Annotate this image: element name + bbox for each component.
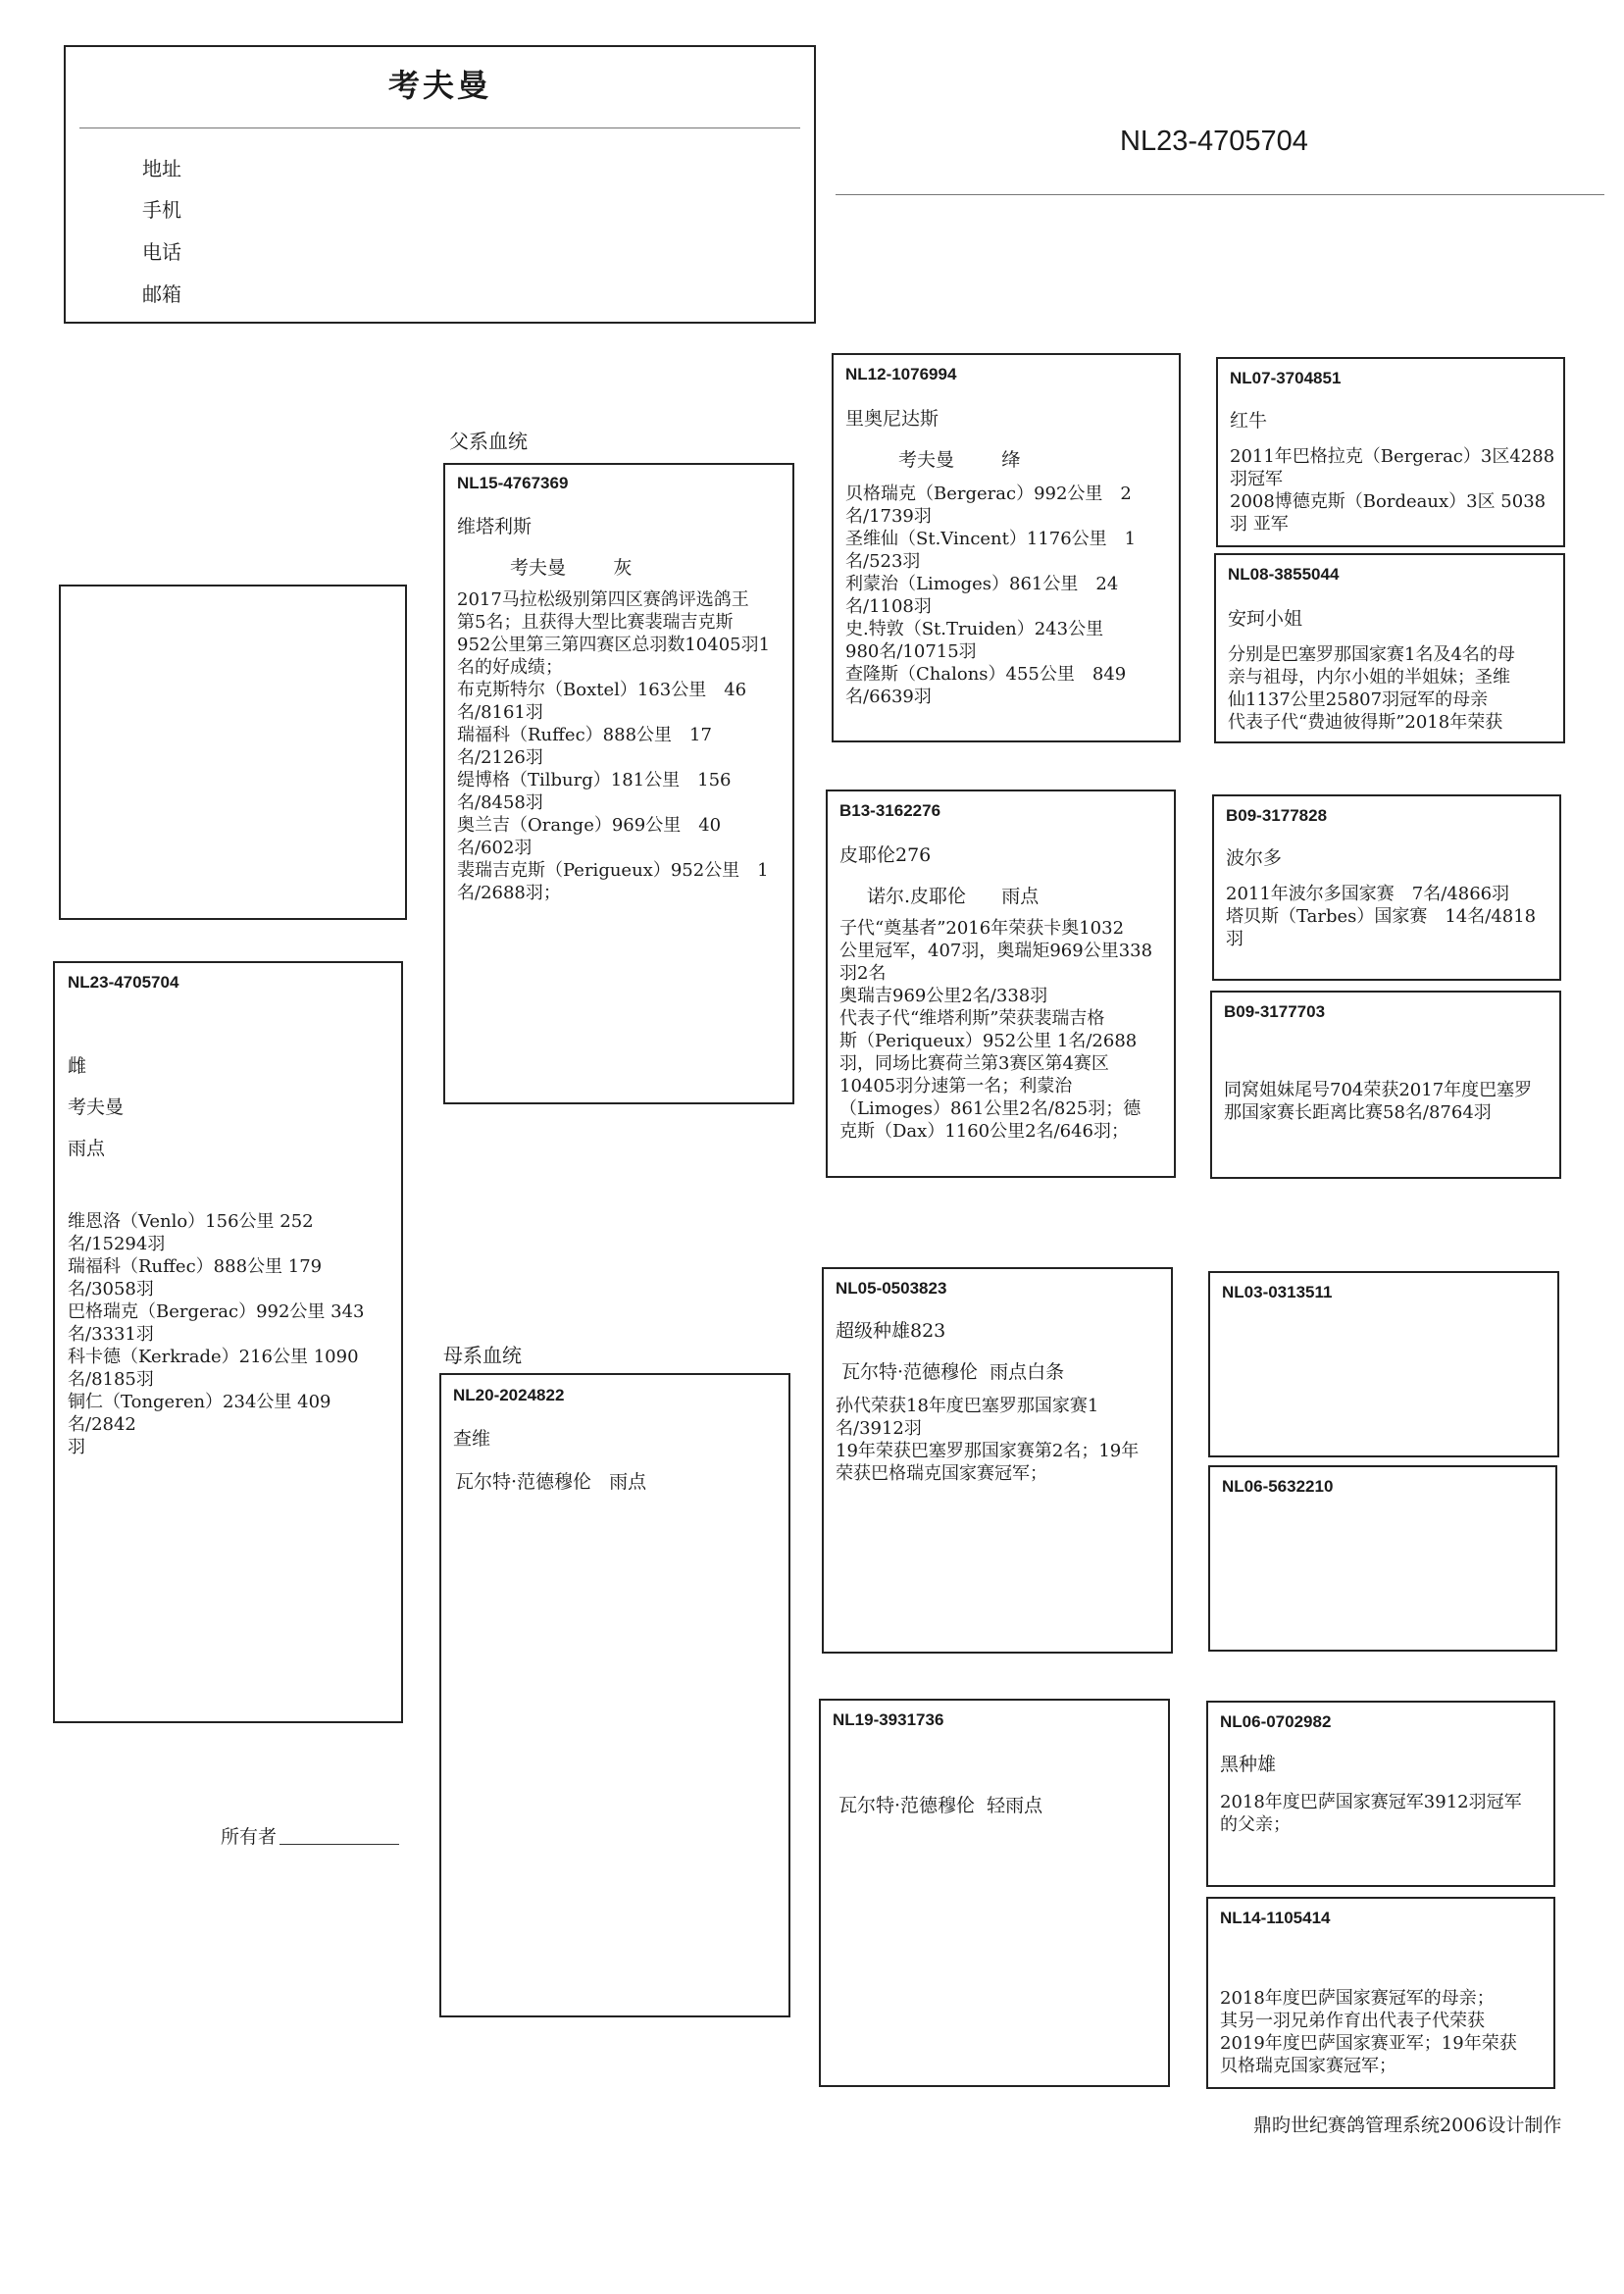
paternal-grandmother-breeder-color: 诺尔.皮耶伦 雨点 [867,886,1040,907]
maternal-grandfather-results: 孙代荣获18年度巴塞罗那国家赛1 名/3912羽 19年荣获巴塞罗那国家赛第2名；19年 荣获巴格瑞克国家赛冠军； [836,1396,1140,1484]
father-box [443,463,794,1104]
paternal-grandfather-ring: NL12-1076994 [845,365,957,383]
maternal-grandfather-name: 超级种雄823 [836,1320,946,1342]
paternal-grandfather-results: 贝格瑞克（Bergerac）992公里 2 名/1739羽 圣维仙（St.Vincent）1176公里 1 名/523羽 利蒙治（Limoges）861公里 24 名/1108羽 史.特敦（St.Truiden）243公里 980名/10715羽 查隆斯（Chalons）455公里 849 名/6639羽 [845,484,1137,707]
header-box [64,45,816,324]
ggp-ring-3: B09-3177828 [1226,806,1328,825]
paternal-grandfather-box [832,353,1181,742]
photo-box [59,585,407,920]
maternal-grandfather-ring: NL05-0503823 [836,1279,947,1298]
subject-color: 雨点 [68,1138,106,1159]
father-ring: NL15-4767369 [457,474,569,492]
paternal-grandfather-breeder-color: 考夫曼 绛 [898,449,1021,471]
subject-ring: NL23-4705704 [68,973,179,992]
subject-results: 维恩洛（Venlo）156公里 252 名/15294羽 瑞福科（Ruffec）888公里 179 名/3058羽 巴格瑞克（Bergerac）992公里 343 名/3331羽 科卡德（Kerkrade）216公里 1090 名/8185羽 铜仁（Tongeren）234公里 409名/2842 羽 [68,1211,365,1457]
mother-ring: NL20-2024822 [453,1386,565,1404]
ring-underline [836,194,1604,195]
paternal-grandmother-ring: B13-3162276 [839,801,941,820]
ggp-ring-4: B09-3177703 [1224,1002,1326,1021]
ggp-box-5 [1208,1271,1559,1457]
phone-label: 电话 [142,240,181,264]
mother-breeder-color: 瓦尔特·范德穆伦 雨点 [455,1471,647,1493]
mother-box [439,1373,790,2017]
subject-box [53,961,403,1723]
owner-name: 考夫曼 [387,67,491,104]
father-line-label: 父系血统 [449,430,528,453]
father-breeder-color: 考夫曼 灰 [510,557,633,579]
ggp-box-2 [1214,553,1565,743]
maternal-grandmother-breeder-color: 瓦尔特·范德穆伦 轻雨点 [838,1795,1043,1816]
father-name: 维塔利斯 [457,516,533,537]
subject-sex: 雌 [68,1055,87,1077]
owner-field-label: 所有者 [221,1826,278,1848]
maternal-grandmother-ring: NL19-3931736 [833,1710,944,1729]
ggp-name-2: 安珂小姐 [1228,608,1303,630]
ggp-results-2: 分别是巴塞罗那国家赛1名及4名的母 亲与祖母，内尔小姐的半姐妹；圣维 仙1137公里25807羽冠军的母亲 代表子代“费迪彼得斯”2018年荣获 [1228,644,1515,733]
ggp-results-3: 2011年波尔多国家赛 7名/4866羽 塔贝斯（Tarbes）国家赛 14名/4818 羽 [1226,884,1537,949]
ggp-name-1: 红牛 [1230,410,1268,432]
ggp-box-8 [1206,1897,1555,2089]
ggp-ring-8: NL14-1105414 [1220,1909,1331,1927]
paternal-grandmother-box [826,790,1176,1178]
ggp-box-6 [1208,1465,1557,1652]
address-label: 地址 [142,157,181,180]
ggp-results-8: 2018年度巴萨国家赛冠军的母亲； 其另一羽兄弟作育出代表子代荣获 2019年度巴萨国家赛亚军；19年荣获 贝格瑞克国家赛冠军； [1220,1988,1517,2076]
ggp-ring-2: NL08-3855044 [1228,565,1340,584]
ggp-ring-1: NL07-3704851 [1230,369,1342,387]
owner-field-line [279,1844,399,1845]
ggp-name-3: 波尔多 [1226,847,1283,869]
ggp-results-7: 2018年度巴萨国家赛冠军3912羽冠军 的父亲； [1220,1792,1522,1835]
header-ring-number: NL23-4705704 [1120,126,1308,157]
mother-line-label: 母系血统 [443,1344,522,1367]
paternal-grandmother-results: 子代“奠基者”2016年荣获卡奥1032 公里冠军，407羽，奥瑞矩969公里338 羽2名 奥瑞吉969公里2名/338羽 代表子代“维塔利斯”荣获裴瑞吉格 斯（Periqueux）952公里 1名/2688 羽，同场比赛荷兰第3赛区第4赛区 10405羽分速第一名；利蒙治 （Limoges）861公里2名/825羽；德 克斯（Dax）1160公里2名/646羽； [839,918,1153,1142]
maternal-grandfather-box [822,1267,1173,1654]
email-label: 邮箱 [142,282,181,306]
ggp-results-4: 同窝姐妹尾号704荣获2017年度巴塞罗 那国家赛长距离比赛58名/8764羽 [1224,1080,1533,1123]
footer-credit: 鼎昀世纪赛鸽管理系统2006设计制作 [1253,2115,1562,2136]
subject-breeder: 考夫曼 [68,1096,125,1118]
ggp-ring-5: NL03-0313511 [1222,1283,1333,1301]
ggp-ring-6: NL06-5632210 [1222,1477,1334,1496]
ggp-name-7: 黑种雄 [1220,1754,1277,1775]
father-results: 2017马拉松级别第四区赛鸽评选鸽王 第5名；且获得大型比赛裴瑞吉克斯 952公里第三第四赛区总羽数10405羽1 名的好成绩； 布克斯特尔（Boxtel）163公里 46 名/8161羽 瑞福科（Ruffec）888公里 17 名/2126羽 缇博格（Tilburg）181公里 156 名/8458羽 奥兰吉（Orange）969公里 40 名/602羽 裴瑞吉克斯（Perigueux）952公里 1 名/2688羽； [457,589,771,903]
paternal-grandmother-name: 皮耶伦276 [839,844,932,866]
ggp-box-3 [1212,794,1561,981]
ggp-ring-7: NL06-0702982 [1220,1712,1332,1731]
ggp-box-1 [1216,357,1565,547]
mother-name: 查维 [453,1428,491,1450]
maternal-grandfather-breeder-color: 瓦尔特·范德穆伦 雨点白条 [841,1361,1065,1383]
mobile-label: 手机 [142,198,181,222]
maternal-grandmother-box [819,1699,1170,2087]
ggp-results-1: 2011年巴格拉克（Bergerac）3区4288 羽冠军 2008博德克斯（Bordeaux）3区 5038 羽 亚军 [1230,446,1555,535]
paternal-grandfather-name: 里奥尼达斯 [845,408,939,430]
ggp-box-7 [1206,1701,1555,1887]
ggp-box-4 [1210,991,1561,1179]
header-divider [79,127,800,128]
